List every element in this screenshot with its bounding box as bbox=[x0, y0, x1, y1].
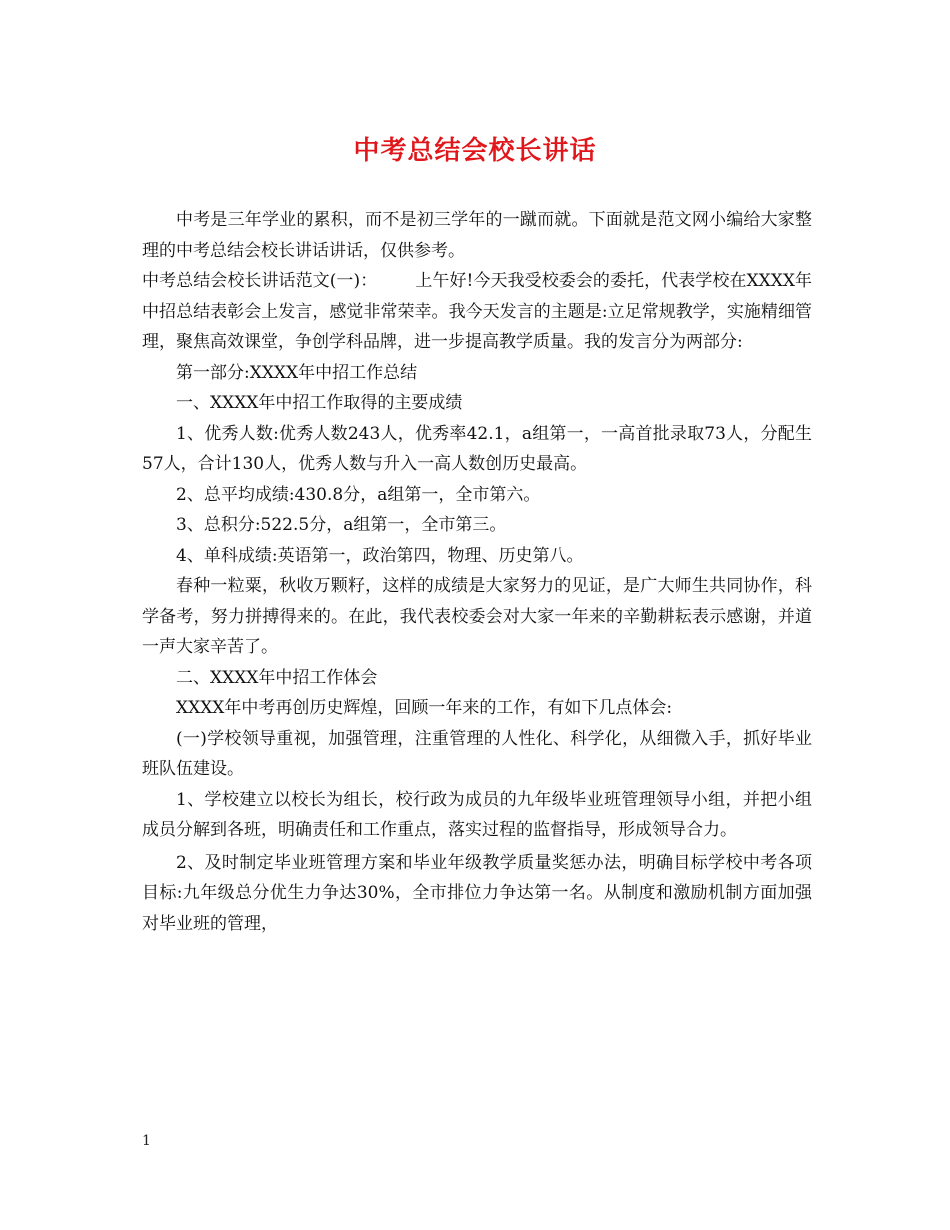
document-body bbox=[142, 205, 812, 939]
sample-opening: 上午好!今天我受校委会的委托，代表学校在XXXX年中招总结表彰会上发言，感觉非常荣幸。我今天发言的主题是:立足常规教学，实施精细管理，聚焦高效课堂，争创学科品牌，进一步提高教学质量。我的发言分为两部分: bbox=[142, 271, 812, 352]
body-paragraph: 春种一粒粟，秋收万颗籽，这样的成绩是大家努力的见证，是广大师生共同协作，科学备考，努力拼搏得来的。在此，我代表校委会对大家一年来的辛勤耕耘表示感谢，并道一声大家辛苦了。 bbox=[142, 576, 812, 657]
section-heading: 第一部分:XXXX年中招工作总结 bbox=[176, 362, 418, 383]
sample-label: 中考总结会校长讲话范文(一)： bbox=[142, 271, 378, 291]
body-paragraph: 2、及时制定毕业班管理方案和毕业年级教学质量奖惩办法，明确目标学校中考各项目标:九年级总分优生力争达30%，全市排位力争达第一名。从制度和激励机制方面加强对毕业班的管理， bbox=[142, 852, 812, 934]
sample-paragraph bbox=[142, 266, 812, 358]
body-paragraph: (一)学校领导重视，加强管理，注重管理的人性化、科学化，从细微入手，抓好毕业班队伍建设。 bbox=[142, 728, 812, 779]
body-paragraph: 3、总积分:522.5分，a组第一，全市第三。 bbox=[176, 515, 507, 535]
document-title: 中考总结会校长讲话 bbox=[353, 136, 597, 166]
body-paragraph: 2、总平均成绩:430.8分，a组第一，全市第六。 bbox=[176, 484, 541, 505]
body-paragraph: XXXX年中考再创历史辉煌，回顾一年来的工作，有如下几点体会: bbox=[176, 698, 673, 718]
subsection-heading: 一、XXXX年中招工作取得的主要成绩 bbox=[176, 393, 463, 413]
body-paragraph: 1、学校建立以校长为组长，校行政为成员的九年级毕业班管理领导小组，并把小组成员分解到各班，明确责任和工作重点，落实过程的监督指导，形成领导合力。 bbox=[142, 789, 812, 840]
intro-paragraph: 中考是三年学业的累积，而不是初三学年的一蹴而就。下面就是范文网小编给大家整理的中考总结会校长讲话讲话，仅供参考。 bbox=[142, 210, 812, 261]
body-paragraph: 1、优秀人数:优秀人数243人，优秀率42.1，a组第一，一高首批录取73人，分配生57人，合计130人，优秀人数与升入一高人数创历史最高。 bbox=[142, 423, 812, 474]
body-paragraph: 4、单科成绩:英语第一，政治第四，物理、历史第八。 bbox=[176, 545, 584, 566]
subsection-heading: 二、XXXX年中招工作体会 bbox=[176, 667, 378, 688]
page-number: 1 bbox=[142, 1133, 151, 1149]
